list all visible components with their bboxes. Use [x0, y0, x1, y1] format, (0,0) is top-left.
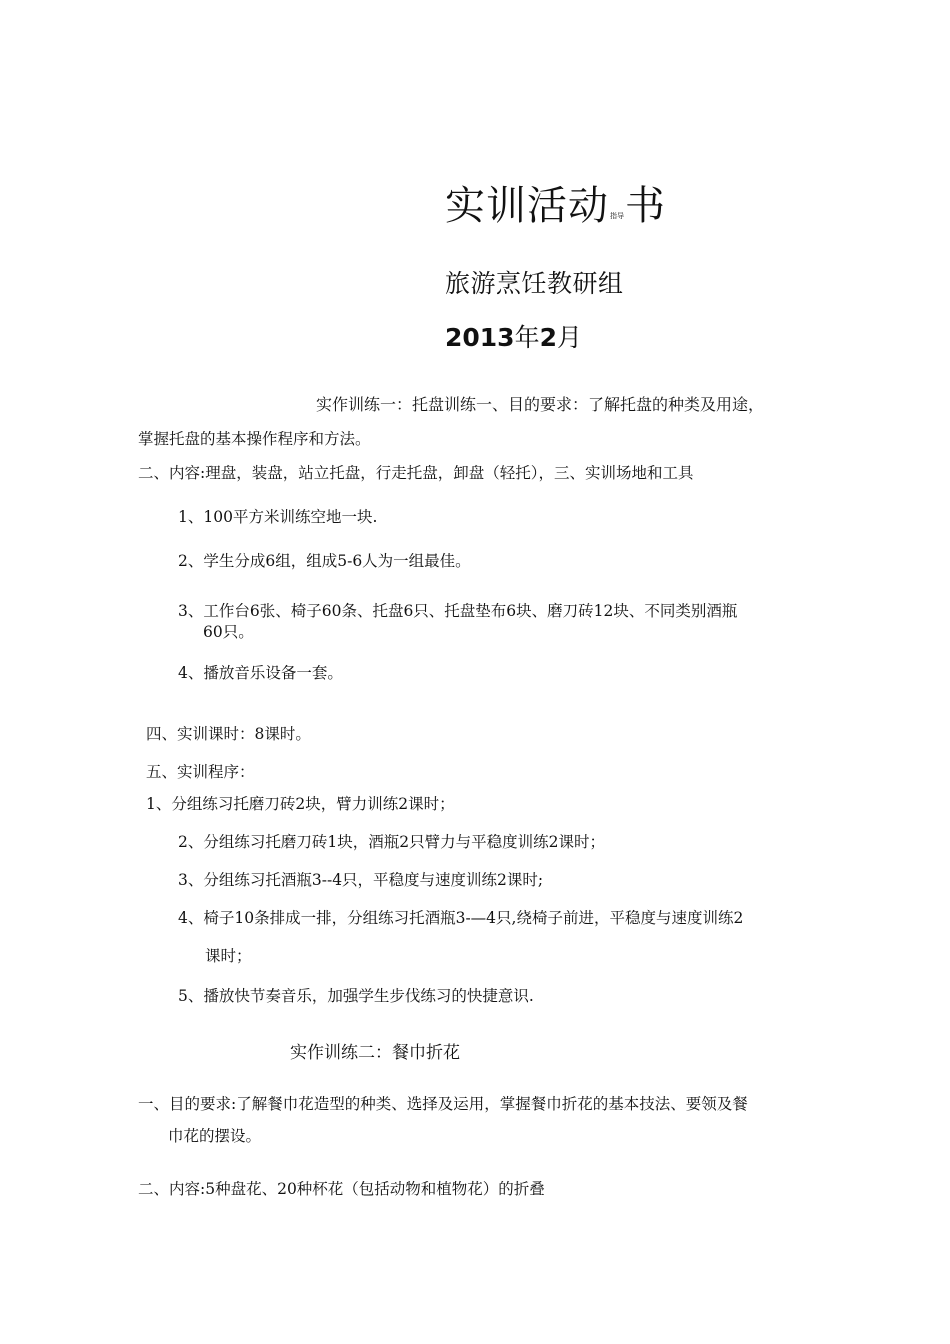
document-date — [445, 321, 582, 355]
date-year-char: 年 — [514, 323, 540, 352]
document-title — [445, 180, 666, 242]
training1-hours: 四、实训课时：8课时。 — [146, 725, 311, 743]
document-subtitle: 旅游烹饪教研组 — [445, 269, 624, 298]
training2-goal-continued: 巾花的摆设。 — [168, 1127, 262, 1145]
procedure-step: 2、分组练习托磨刀砖1块，酒瓶2只臂力与平稳度训练2课时； — [178, 833, 605, 851]
title-small-text: 指导 — [610, 212, 624, 220]
procedure-step: 4、椅子10条排成一排，分组练习托酒瓶3-—4只,绕椅子前进，平稳度与速度训练2 — [178, 909, 744, 927]
tool-item: 1、100平方米训练空地一块. — [178, 508, 378, 526]
procedure-step-continued: 课时； — [205, 947, 252, 965]
training1-goal-continued: 掌握托盘的基本操作程序和方法。 — [138, 430, 371, 448]
date-month-char: 月 — [557, 323, 583, 352]
tool-item: 2、学生分成6组，组成5-6人为一组最佳。 — [178, 552, 471, 570]
training1-content: 二、内容:理盘，装盘，站立托盘，行走托盘，卸盘（轻托），三、实训场地和工具 — [138, 464, 694, 482]
training1-procedure-title: 五、实训程序： — [146, 763, 255, 781]
tool-item: 4、播放音乐设备一套。 — [178, 664, 343, 682]
training2-title: 实作训练二：餐巾折花 — [290, 1043, 460, 1063]
procedure-step: 1、分组练习托磨刀砖2块，臂力训练2课时； — [146, 795, 455, 813]
procedure-step: 5、播放快节奏音乐，加强学生步伐练习的快捷意识. — [178, 987, 534, 1005]
procedure-step: 3、分组练习托酒瓶3--4只，平稳度与速度训练2课时; — [178, 871, 544, 889]
tool-item-continued: 60只。 — [203, 623, 254, 641]
date-month: 2 — [539, 323, 558, 352]
training2-content: 二、内容:5种盘花、20种杯花（包括动物和植物花）的折叠 — [138, 1180, 545, 1198]
title-end: 书 — [625, 183, 666, 229]
date-year: 2013 — [445, 323, 515, 352]
training1-heading: 实作训练一：托盘训练一、目的要求：了解托盘的种类及用途， — [316, 395, 765, 414]
tool-item: 3、工作台6张、椅子60条、托盘6只、托盘垫布6块、磨刀砖12块、不同类别酒瓶 — [178, 602, 738, 620]
title-main: 实训活动 — [445, 183, 609, 229]
training2-goal: 一、目的要求:了解餐巾花造型的种类、选择及运用，掌握餐巾折花的基本技法、要领及餐 — [138, 1095, 748, 1113]
